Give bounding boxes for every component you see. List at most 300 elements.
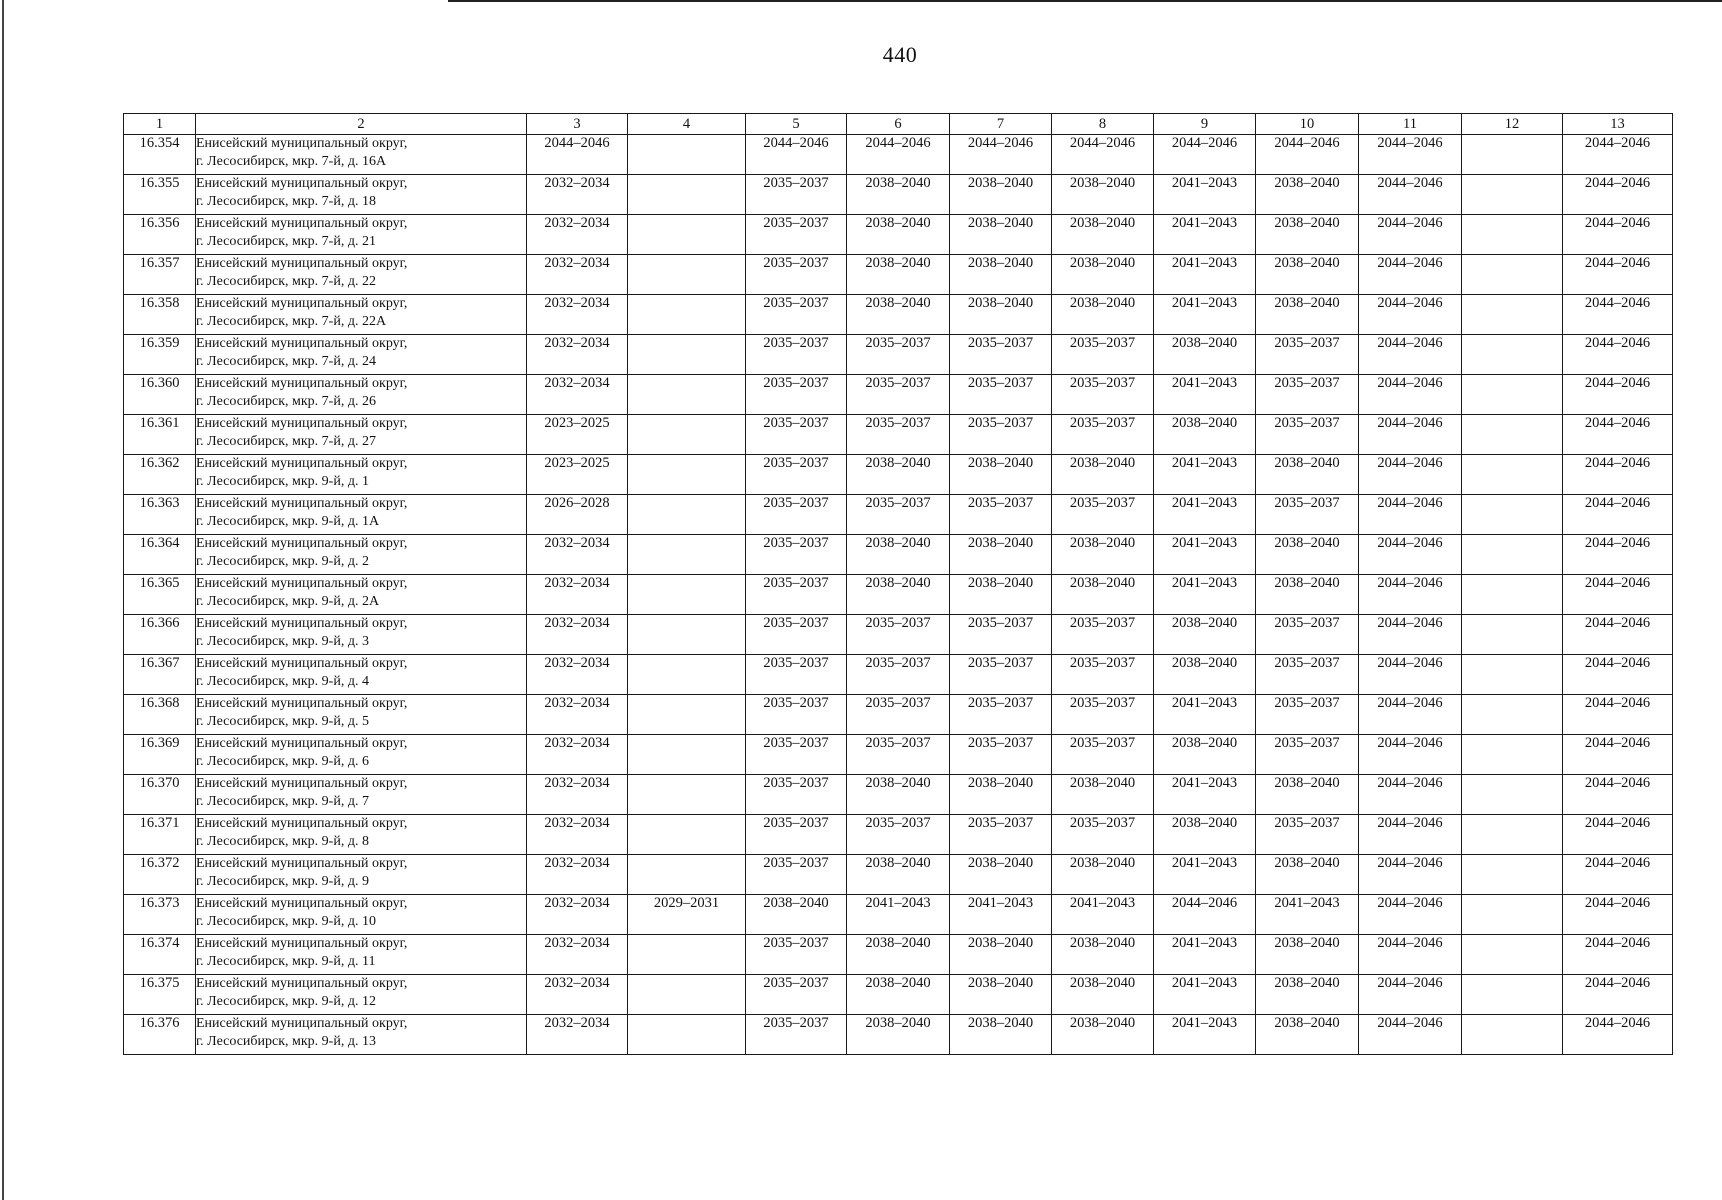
- period-cell-col3: 2032–2034: [527, 575, 628, 615]
- table-row: [124, 815, 1673, 855]
- period-cell-col4: [628, 935, 746, 975]
- period-cell-col12: [1462, 255, 1563, 295]
- table-row: [124, 455, 1673, 495]
- column-header-11: 11: [1359, 114, 1462, 135]
- period-cell-col12: [1462, 1015, 1563, 1055]
- period-cell-col11: 2044–2046: [1359, 215, 1462, 255]
- period-cell-col11: 2044–2046: [1359, 255, 1462, 295]
- address-cell: [196, 615, 527, 655]
- period-cell-col5: 2035–2037: [746, 175, 847, 215]
- period-cell-col8: 2035–2037: [1052, 375, 1154, 415]
- schedule-table: [123, 113, 1673, 1055]
- address-line-building: г. Лесосибирск, мкр. 9-й, д. 1: [196, 474, 369, 489]
- period-cell-col10: 2035–2037: [1256, 415, 1359, 455]
- period-cell-col11: 2044–2046: [1359, 775, 1462, 815]
- period-cell-col9: 2041–2043: [1154, 175, 1256, 215]
- address-line-building: г. Лесосибирск, мкр. 7-й, д. 22: [196, 274, 376, 289]
- period-cell-col3: 2023–2025: [527, 455, 628, 495]
- address-cell: [196, 295, 527, 335]
- period-cell-col12: [1462, 295, 1563, 335]
- period-cell-col5: 2035–2037: [746, 935, 847, 975]
- period-cell-col9: 2038–2040: [1154, 735, 1256, 775]
- period-cell-col12: [1462, 215, 1563, 255]
- row-number-cell: 16.357: [124, 255, 196, 295]
- period-cell-col7: 2038–2040: [950, 295, 1052, 335]
- period-cell-col13: 2044–2046: [1563, 615, 1673, 655]
- period-cell-col6: 2035–2037: [847, 615, 950, 655]
- period-cell-col13: 2044–2046: [1563, 775, 1673, 815]
- row-number-cell: 16.366: [124, 615, 196, 655]
- table-row: [124, 775, 1673, 815]
- period-cell-col9: 2041–2043: [1154, 455, 1256, 495]
- period-cell-col13: 2044–2046: [1563, 575, 1673, 615]
- column-header-13: 13: [1563, 114, 1673, 135]
- period-cell-col7: 2038–2040: [950, 455, 1052, 495]
- period-cell-col6: 2038–2040: [847, 455, 950, 495]
- period-cell-col4: [628, 375, 746, 415]
- address-line-building: г. Лесосибирск, мкр. 9-й, д. 6: [196, 754, 369, 769]
- period-cell-col13: 2044–2046: [1563, 655, 1673, 695]
- address-cell: [196, 975, 527, 1015]
- period-cell-col10: 2035–2037: [1256, 615, 1359, 655]
- period-cell-col9: 2038–2040: [1154, 815, 1256, 855]
- period-cell-col9: 2041–2043: [1154, 1015, 1256, 1055]
- row-number-cell: 16.363: [124, 495, 196, 535]
- period-cell-col8: 2038–2040: [1052, 295, 1154, 335]
- address-line-district: Енисейский муниципальный округ,: [196, 336, 408, 351]
- period-cell-col5: 2035–2037: [746, 855, 847, 895]
- address-line-district: Енисейский муниципальный округ,: [196, 376, 408, 391]
- period-cell-col12: [1462, 135, 1563, 175]
- period-cell-col13: 2044–2046: [1563, 135, 1673, 175]
- period-cell-col4: 2029–2031: [628, 895, 746, 935]
- period-cell-col4: [628, 695, 746, 735]
- period-cell-col7: 2035–2037: [950, 695, 1052, 735]
- period-cell-col13: 2044–2046: [1563, 855, 1673, 895]
- period-cell-col6: 2038–2040: [847, 215, 950, 255]
- period-cell-col5: 2035–2037: [746, 215, 847, 255]
- period-cell-col13: 2044–2046: [1563, 375, 1673, 415]
- address-line-building: г. Лесосибирск, мкр. 9-й, д. 2: [196, 554, 369, 569]
- period-cell-col6: 2038–2040: [847, 575, 950, 615]
- row-number-cell: 16.376: [124, 1015, 196, 1055]
- period-cell-col3: 2032–2034: [527, 935, 628, 975]
- period-cell-col12: [1462, 615, 1563, 655]
- address-line-district: Енисейский муниципальный округ,: [196, 936, 408, 951]
- table-row: [124, 1015, 1673, 1055]
- address-line-building: г. Лесосибирск, мкр. 7-й, д. 18: [196, 194, 376, 209]
- table-row: [124, 855, 1673, 895]
- period-cell-col6: 2035–2037: [847, 735, 950, 775]
- row-number-cell: 16.368: [124, 695, 196, 735]
- address-line-district: Енисейский муниципальный округ,: [196, 536, 408, 551]
- period-cell-col11: 2044–2046: [1359, 495, 1462, 535]
- period-cell-col13: 2044–2046: [1563, 735, 1673, 775]
- table-row: [124, 575, 1673, 615]
- row-number-cell: 16.362: [124, 455, 196, 495]
- address-cell: [196, 375, 527, 415]
- address-cell: [196, 695, 527, 735]
- period-cell-col8: 2038–2040: [1052, 935, 1154, 975]
- period-cell-col4: [628, 495, 746, 535]
- period-cell-col10: 2038–2040: [1256, 855, 1359, 895]
- period-cell-col6: 2038–2040: [847, 935, 950, 975]
- period-cell-col5: 2035–2037: [746, 775, 847, 815]
- period-cell-col6: 2035–2037: [847, 695, 950, 735]
- row-number-cell: 16.370: [124, 775, 196, 815]
- address-line-district: Енисейский муниципальный округ,: [196, 576, 408, 591]
- period-cell-col6: 2035–2037: [847, 655, 950, 695]
- table-row: [124, 335, 1673, 375]
- address-cell: [196, 175, 527, 215]
- period-cell-col6: 2038–2040: [847, 175, 950, 215]
- period-cell-col3: 2032–2034: [527, 855, 628, 895]
- period-cell-col7: 2035–2037: [950, 495, 1052, 535]
- period-cell-col10: 2044–2046: [1256, 135, 1359, 175]
- period-cell-col5: 2035–2037: [746, 295, 847, 335]
- address-cell: [196, 135, 527, 175]
- table-row: [124, 495, 1673, 535]
- period-cell-col8: 2035–2037: [1052, 615, 1154, 655]
- period-cell-col3: 2044–2046: [527, 135, 628, 175]
- table-row: [124, 255, 1673, 295]
- period-cell-col10: 2041–2043: [1256, 895, 1359, 935]
- period-cell-col13: 2044–2046: [1563, 815, 1673, 855]
- period-cell-col10: 2038–2040: [1256, 535, 1359, 575]
- period-cell-col5: 2035–2037: [746, 615, 847, 655]
- period-cell-col6: 2035–2037: [847, 335, 950, 375]
- address-cell: [196, 535, 527, 575]
- address-line-building: г. Лесосибирск, мкр. 9-й, д. 13: [196, 1034, 376, 1049]
- period-cell-col4: [628, 335, 746, 375]
- period-cell-col3: 2032–2034: [527, 535, 628, 575]
- period-cell-col3: 2032–2034: [527, 375, 628, 415]
- period-cell-col4: [628, 975, 746, 1015]
- address-line-building: г. Лесосибирск, мкр. 7-й, д. 27: [196, 434, 376, 449]
- period-cell-col11: 2044–2046: [1359, 455, 1462, 495]
- period-cell-col13: 2044–2046: [1563, 895, 1673, 935]
- address-cell: [196, 495, 527, 535]
- period-cell-col8: 2038–2040: [1052, 975, 1154, 1015]
- period-cell-col13: 2044–2046: [1563, 335, 1673, 375]
- address-line-district: Енисейский муниципальный округ,: [196, 1016, 408, 1031]
- period-cell-col4: [628, 295, 746, 335]
- period-cell-col10: 2038–2040: [1256, 1015, 1359, 1055]
- period-cell-col13: 2044–2046: [1563, 495, 1673, 535]
- column-header-8: 8: [1052, 114, 1154, 135]
- table-row: [124, 895, 1673, 935]
- period-cell-col10: 2038–2040: [1256, 215, 1359, 255]
- period-cell-col7: 2035–2037: [950, 735, 1052, 775]
- period-cell-col6: 2038–2040: [847, 295, 950, 335]
- period-cell-col8: 2038–2040: [1052, 455, 1154, 495]
- period-cell-col8: 2035–2037: [1052, 695, 1154, 735]
- period-cell-col10: 2038–2040: [1256, 935, 1359, 975]
- address-line-building: г. Лесосибирск, мкр. 9-й, д. 11: [196, 954, 376, 969]
- column-header-7: 7: [950, 114, 1052, 135]
- period-cell-col8: 2038–2040: [1052, 255, 1154, 295]
- period-cell-col9: 2041–2043: [1154, 255, 1256, 295]
- period-cell-col8: 2038–2040: [1052, 775, 1154, 815]
- period-cell-col8: 2041–2043: [1052, 895, 1154, 935]
- period-cell-col9: 2038–2040: [1154, 415, 1256, 455]
- period-cell-col8: 2038–2040: [1052, 855, 1154, 895]
- period-cell-col3: 2032–2034: [527, 295, 628, 335]
- period-cell-col8: 2044–2046: [1052, 135, 1154, 175]
- address-cell: [196, 255, 527, 295]
- period-cell-col13: 2044–2046: [1563, 415, 1673, 455]
- period-cell-col3: 2032–2034: [527, 335, 628, 375]
- period-cell-col3: 2032–2034: [527, 255, 628, 295]
- table-row: [124, 935, 1673, 975]
- address-line-district: Енисейский муниципальный округ,: [196, 856, 408, 871]
- period-cell-col8: 2035–2037: [1052, 655, 1154, 695]
- period-cell-col10: 2035–2037: [1256, 495, 1359, 535]
- period-cell-col13: 2044–2046: [1563, 455, 1673, 495]
- address-line-building: г. Лесосибирск, мкр. 9-й, д. 7: [196, 794, 369, 809]
- period-cell-col7: 2038–2040: [950, 215, 1052, 255]
- address-line-district: Енисейский муниципальный округ,: [196, 976, 408, 991]
- period-cell-col4: [628, 615, 746, 655]
- period-cell-col12: [1462, 455, 1563, 495]
- period-cell-col13: 2044–2046: [1563, 175, 1673, 215]
- period-cell-col4: [628, 255, 746, 295]
- period-cell-col9: 2041–2043: [1154, 535, 1256, 575]
- period-cell-col12: [1462, 735, 1563, 775]
- column-header-6: 6: [847, 114, 950, 135]
- table-row: [124, 655, 1673, 695]
- period-cell-col11: 2044–2046: [1359, 975, 1462, 1015]
- address-line-district: Енисейский муниципальный округ,: [196, 896, 408, 911]
- period-cell-col3: 2032–2034: [527, 895, 628, 935]
- address-cell: [196, 655, 527, 695]
- table-row: [124, 535, 1673, 575]
- period-cell-col9: 2041–2043: [1154, 855, 1256, 895]
- address-line-district: Енисейский муниципальный округ,: [196, 776, 408, 791]
- period-cell-col8: 2035–2037: [1052, 335, 1154, 375]
- table-row: [124, 375, 1673, 415]
- period-cell-col8: 2038–2040: [1052, 535, 1154, 575]
- period-cell-col4: [628, 855, 746, 895]
- period-cell-col7: 2035–2037: [950, 415, 1052, 455]
- period-cell-col12: [1462, 975, 1563, 1015]
- period-cell-col8: 2038–2040: [1052, 175, 1154, 215]
- period-cell-col5: 2035–2037: [746, 575, 847, 615]
- period-cell-col7: 2035–2037: [950, 615, 1052, 655]
- period-cell-col13: 2044–2046: [1563, 1015, 1673, 1055]
- period-cell-col6: 2038–2040: [847, 255, 950, 295]
- address-line-building: г. Лесосибирск, мкр. 7-й, д. 22А: [196, 314, 387, 329]
- table-row: [124, 975, 1673, 1015]
- period-cell-col5: 2038–2040: [746, 895, 847, 935]
- address-cell: [196, 575, 527, 615]
- row-number-cell: 16.372: [124, 855, 196, 895]
- row-number-cell: 16.371: [124, 815, 196, 855]
- period-cell-col9: 2041–2043: [1154, 975, 1256, 1015]
- period-cell-col7: 2035–2037: [950, 655, 1052, 695]
- period-cell-col10: 2035–2037: [1256, 335, 1359, 375]
- period-cell-col5: 2035–2037: [746, 815, 847, 855]
- period-cell-col10: 2038–2040: [1256, 255, 1359, 295]
- period-cell-col12: [1462, 375, 1563, 415]
- period-cell-col8: 2035–2037: [1052, 735, 1154, 775]
- period-cell-col11: 2044–2046: [1359, 295, 1462, 335]
- address-line-building: г. Лесосибирск, мкр. 7-й, д. 21: [196, 234, 376, 249]
- address-line-district: Енисейский муниципальный округ,: [196, 456, 408, 471]
- period-cell-col6: 2035–2037: [847, 495, 950, 535]
- period-cell-col9: 2041–2043: [1154, 695, 1256, 735]
- period-cell-col11: 2044–2046: [1359, 575, 1462, 615]
- period-cell-col9: 2038–2040: [1154, 615, 1256, 655]
- row-number-cell: 16.358: [124, 295, 196, 335]
- period-cell-col13: 2044–2046: [1563, 255, 1673, 295]
- period-cell-col12: [1462, 495, 1563, 535]
- period-cell-col6: 2035–2037: [847, 375, 950, 415]
- row-number-cell: 16.375: [124, 975, 196, 1015]
- row-number-cell: 16.360: [124, 375, 196, 415]
- table-body: [124, 135, 1673, 1055]
- column-header-9: 9: [1154, 114, 1256, 135]
- period-cell-col6: 2035–2037: [847, 415, 950, 455]
- period-cell-col7: 2035–2037: [950, 815, 1052, 855]
- period-cell-col12: [1462, 415, 1563, 455]
- period-cell-col13: 2044–2046: [1563, 295, 1673, 335]
- period-cell-col6: 2038–2040: [847, 775, 950, 815]
- address-line-district: Енисейский муниципальный округ,: [196, 416, 408, 431]
- period-cell-col6: 2044–2046: [847, 135, 950, 175]
- period-cell-col6: 2038–2040: [847, 535, 950, 575]
- period-cell-col7: 2038–2040: [950, 535, 1052, 575]
- period-cell-col11: 2044–2046: [1359, 615, 1462, 655]
- address-line-building: г. Лесосибирск, мкр. 9-й, д. 10: [196, 914, 376, 929]
- top-rule: [448, 0, 1722, 2]
- address-cell: [196, 1015, 527, 1055]
- period-cell-col6: 2038–2040: [847, 975, 950, 1015]
- address-cell: [196, 775, 527, 815]
- address-line-district: Енисейский муниципальный округ,: [196, 136, 408, 151]
- address-line-district: Енисейский муниципальный округ,: [196, 656, 408, 671]
- period-cell-col3: 2032–2034: [527, 175, 628, 215]
- period-cell-col7: 2041–2043: [950, 895, 1052, 935]
- period-cell-col11: 2044–2046: [1359, 335, 1462, 375]
- period-cell-col7: 2035–2037: [950, 335, 1052, 375]
- period-cell-col3: 2032–2034: [527, 1015, 628, 1055]
- address-cell: [196, 735, 527, 775]
- period-cell-col13: 2044–2046: [1563, 935, 1673, 975]
- period-cell-col4: [628, 215, 746, 255]
- period-cell-col12: [1462, 335, 1563, 375]
- period-cell-col11: 2044–2046: [1359, 1015, 1462, 1055]
- period-cell-col11: 2044–2046: [1359, 735, 1462, 775]
- period-cell-col13: 2044–2046: [1563, 535, 1673, 575]
- address-cell: [196, 855, 527, 895]
- address-line-district: Енисейский муниципальный округ,: [196, 296, 408, 311]
- table-row: [124, 695, 1673, 735]
- address-cell: [196, 335, 527, 375]
- column-header-1: 1: [124, 114, 196, 135]
- period-cell-col5: 2035–2037: [746, 335, 847, 375]
- period-cell-col6: 2035–2037: [847, 815, 950, 855]
- period-cell-col9: 2041–2043: [1154, 375, 1256, 415]
- period-cell-col6: 2041–2043: [847, 895, 950, 935]
- column-header-12: 12: [1462, 114, 1563, 135]
- address-line-building: г. Лесосибирск, мкр. 9-й, д. 1А: [196, 514, 380, 529]
- period-cell-col8: 2038–2040: [1052, 215, 1154, 255]
- period-cell-col5: 2035–2037: [746, 415, 847, 455]
- row-number-cell: 16.369: [124, 735, 196, 775]
- period-cell-col7: 2038–2040: [950, 255, 1052, 295]
- address-line-district: Енисейский муниципальный округ,: [196, 736, 408, 751]
- period-cell-col4: [628, 415, 746, 455]
- column-header-10: 10: [1256, 114, 1359, 135]
- period-cell-col7: 2038–2040: [950, 175, 1052, 215]
- period-cell-col4: [628, 175, 746, 215]
- period-cell-col3: 2032–2034: [527, 735, 628, 775]
- address-line-building: г. Лесосибирск, мкр. 9-й, д. 2А: [196, 594, 380, 609]
- address-cell: [196, 895, 527, 935]
- period-cell-col10: 2038–2040: [1256, 775, 1359, 815]
- row-number-cell: 16.367: [124, 655, 196, 695]
- row-number-cell: 16.374: [124, 935, 196, 975]
- row-number-cell: 16.354: [124, 135, 196, 175]
- address-line-district: Енисейский муниципальный округ,: [196, 176, 408, 191]
- period-cell-col4: [628, 815, 746, 855]
- period-cell-col9: 2041–2043: [1154, 215, 1256, 255]
- period-cell-col9: 2044–2046: [1154, 895, 1256, 935]
- period-cell-col10: 2035–2037: [1256, 695, 1359, 735]
- period-cell-col3: 2032–2034: [527, 775, 628, 815]
- period-cell-col9: 2041–2043: [1154, 935, 1256, 975]
- address-line-building: г. Лесосибирск, мкр. 7-й, д. 24: [196, 354, 376, 369]
- address-cell: [196, 455, 527, 495]
- period-cell-col7: 2044–2046: [950, 135, 1052, 175]
- address-cell: [196, 415, 527, 455]
- period-cell-col3: 2026–2028: [527, 495, 628, 535]
- period-cell-col11: 2044–2046: [1359, 175, 1462, 215]
- period-cell-col4: [628, 135, 746, 175]
- period-cell-col4: [628, 735, 746, 775]
- period-cell-col7: 2038–2040: [950, 935, 1052, 975]
- period-cell-col8: 2035–2037: [1052, 815, 1154, 855]
- address-line-building: г. Лесосибирск, мкр. 9-й, д. 9: [196, 874, 369, 889]
- address-line-district: Енисейский муниципальный округ,: [196, 216, 408, 231]
- period-cell-col12: [1462, 175, 1563, 215]
- period-cell-col5: 2035–2037: [746, 655, 847, 695]
- period-cell-col13: 2044–2046: [1563, 975, 1673, 1015]
- period-cell-col8: 2038–2040: [1052, 1015, 1154, 1055]
- period-cell-col10: 2038–2040: [1256, 575, 1359, 615]
- period-cell-col7: 2038–2040: [950, 1015, 1052, 1055]
- period-cell-col7: 2038–2040: [950, 775, 1052, 815]
- period-cell-col5: 2035–2037: [746, 535, 847, 575]
- period-cell-col5: 2035–2037: [746, 1015, 847, 1055]
- address-line-district: Енисейский муниципальный округ,: [196, 616, 408, 631]
- period-cell-col12: [1462, 935, 1563, 975]
- address-line-building: г. Лесосибирск, мкр. 7-й, д. 16А: [196, 154, 387, 169]
- period-cell-col9: 2041–2043: [1154, 495, 1256, 535]
- period-cell-col5: 2035–2037: [746, 495, 847, 535]
- address-line-building: г. Лесосибирск, мкр. 9-й, д. 4: [196, 674, 369, 689]
- period-cell-col10: 2035–2037: [1256, 815, 1359, 855]
- row-number-cell: 16.359: [124, 335, 196, 375]
- period-cell-col12: [1462, 855, 1563, 895]
- address-line-district: Енисейский муниципальный округ,: [196, 256, 408, 271]
- period-cell-col5: 2035–2037: [746, 455, 847, 495]
- period-cell-col11: 2044–2046: [1359, 655, 1462, 695]
- period-cell-col12: [1462, 815, 1563, 855]
- column-header-4: 4: [628, 114, 746, 135]
- page-number: 440: [882, 42, 918, 67]
